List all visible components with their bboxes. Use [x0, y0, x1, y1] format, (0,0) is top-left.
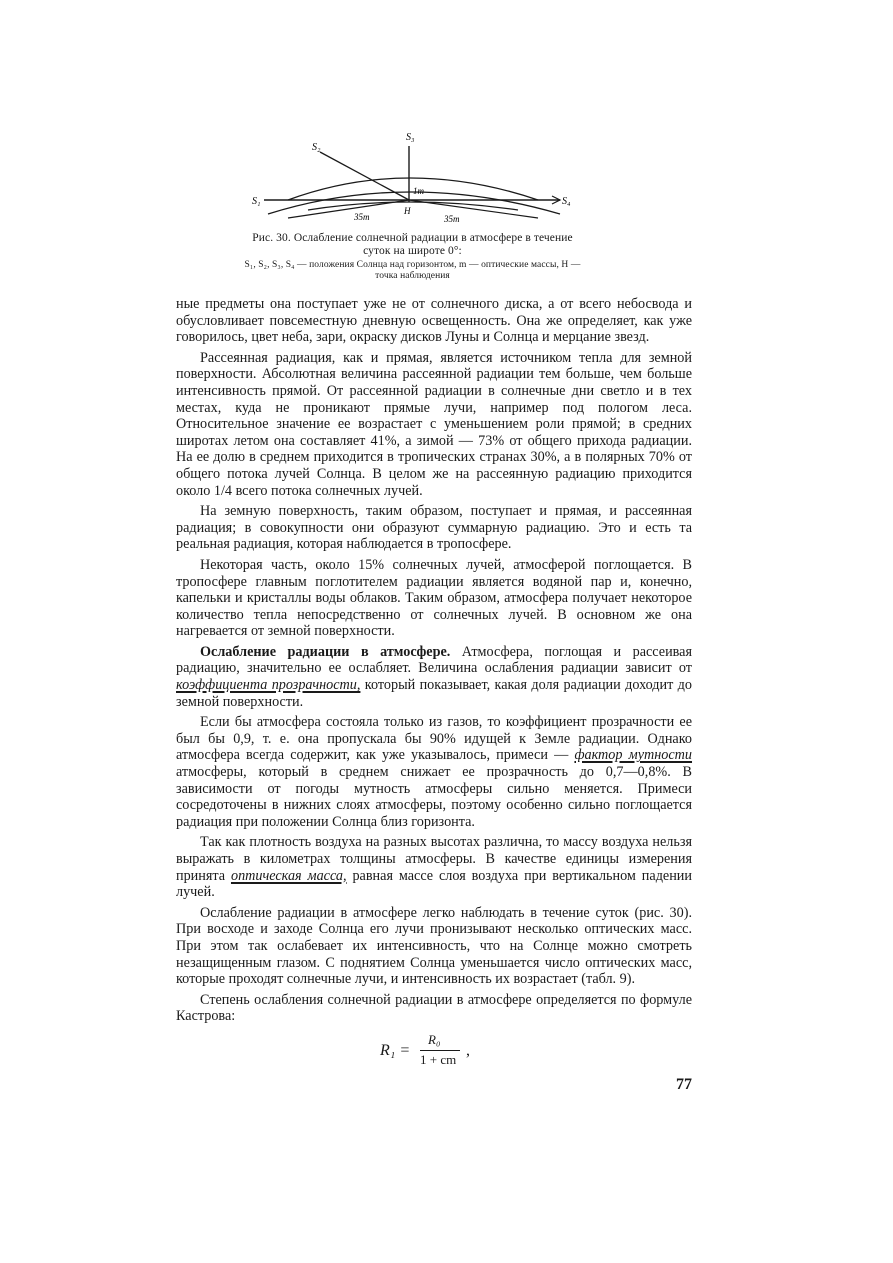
section-heading: Ослабление радиации в атмосфере. — [200, 643, 451, 660]
term-optical-mass: оптическая масса, — [230, 867, 347, 884]
paragraph-7-text-a: Так как плотность воздуха на разных высотах различна, то массу воздуха нельзя выражать в километрах толщины атмосферы. В качестве единицы измерения принята — [176, 834, 692, 884]
paragraph-3: На земную поверхность, таким образом, поступает и прямая, и рассеянная радиация; в совокупности они образуют суммарную радиацию. Это и есть та реальная радиация, которая наблюдается в тропосфере. — [176, 503, 692, 553]
formula-denominator: 1 + cm — [420, 1052, 457, 1067]
formula-lhs: R₁ = — [380, 1042, 411, 1059]
paragraph-8: Ослабление радиации в атмосфере легко наблюдать в течение суток (рис. 30). При восходе и заходе Солнца его лучи пронизывают несколько оптических масс. При этом так ослабевает их интенсивность, что на Солнце можно смотреть незащищенным глазом. С поднятием Солнца уменьшается число оптических масс, которые проходят солнечные лучи, и интенсивность их возрастает (табл. 9). — [176, 904, 692, 988]
label-35m-right: 35m — [444, 214, 460, 224]
paragraph-4: Некоторая часть, около 15% солнечных лучей, атмосферой поглощается. В тропосфере главным поглотителем радиации является водяной пар и, конечно, капельки и кристаллы воды облаков. Таким образом, атмосфера получает некоторое количество тепла непосредственно от солнечных лучей. В основном же она нагревается от земной поверхности. — [176, 556, 692, 640]
paragraph-1: ные предметы она поступает уже не от солнечного диска, а от всего небосвода и обусловливает повсеместную дневную освещенность. Она же определяет, как уже говорилось, цвет неба, зари, окраску дисков Луны и Солнца и мерцание звезд. — [176, 296, 692, 346]
atmosphere-diagram — [248, 128, 578, 226]
kastrov-formula — [380, 1032, 520, 1072]
ray-left-low — [288, 200, 409, 218]
formula-numerator: R₀ — [428, 1032, 441, 1047]
label-s3: S₃ — [406, 132, 415, 143]
page-number: 77 — [676, 1076, 692, 1093]
paragraph-6-text-b: атмосферы, который в среднем снижает ее прозрачность до 0,7—0,8%. В зависимости от погоды мутность атмосферы сильно меняется. Примеси сосредоточены в нижних слоях атмосферы, поэтому особенно сильно поглощается радиация при положении Солнца близ горизонта. — [176, 764, 692, 830]
caption-title: Рис. 30. Ослабление солнечной радиации в атмосфере в течение суток на широте 0°: — [252, 232, 573, 257]
figure-caption — [240, 232, 585, 282]
paragraph-6-text-a: Если бы атмосфера состояла только из газов, то коэффициент прозрачности ее был бы 0,9, т. е. она пропускала бы 90% идущей к Земле радиации. Однако атмосфера всегда содержит, как уже указывалось, примеси — — [176, 714, 692, 764]
paragraph-7-text-b: равная массе слоя воздуха при вертикальном падении лучей. — [176, 867, 692, 901]
term-turbidity-factor: фактор мутности — [574, 747, 693, 764]
paragraph-5-text-a: Атмосфера, поглощая и рассеивая радиацию, значительно ее ослабляет. Величина ослабления радиации зависит от — [176, 643, 692, 677]
label-1m: 1m — [413, 186, 424, 196]
paragraph-7 — [176, 834, 692, 900]
body-text — [176, 296, 692, 1029]
paragraph-5-text-b: который показывает, какая доля радиации доходит до земной поверхности. — [176, 677, 692, 710]
paragraph-9: Степень ослабления солнечной радиации в атмосфере определяется по формуле Кастрова: — [176, 991, 692, 1025]
term-transparency-coefficient: коэффициента прозрачности, — [176, 677, 361, 694]
paragraph-2: Рассеянная радиация, как и прямая, является источником тепла для земной поверхности. Абсолютная величина рассеянной радиации тем больше, чем больше интенсивность прямой. От рассеянной радиации в солнечные дни светло и в тех местах, куда не проникают прямые лучи, например под пологом леса. Относительное значение ее возрастает с уменьшением роли прямой; в средних широтах летом она составляет 41%, а зимой — 73% от общего прихода радиации. На ее долю в среднем приходится в тропических странах 30%, а в полярных 70% от общего потока лучей Солнца. В целом же на рассеянную радиацию приходится около 1/4 всего потока солнечных лучей. — [176, 349, 692, 499]
label-s1: S₁ — [252, 196, 261, 207]
paragraph-5 — [176, 644, 692, 710]
formula-fraction-bar — [420, 1050, 460, 1051]
label-s4: S₄ — [562, 196, 571, 207]
ray-right-low — [409, 200, 538, 218]
formula-comma: , — [466, 1042, 470, 1059]
caption-legend: S₁, S₂, S₃, S₄ — положения Солнца над горизонтом, m — оптические массы, H — точка наблюдения — [244, 260, 581, 281]
paragraph-6 — [176, 714, 692, 830]
label-s2: S₂ — [312, 142, 321, 153]
ray-s2 — [320, 152, 409, 200]
figure-30-diagram — [248, 128, 578, 226]
label-h: H — [404, 206, 411, 216]
earth-surface-arc — [308, 202, 518, 210]
label-35m-left: 35m — [354, 212, 370, 222]
